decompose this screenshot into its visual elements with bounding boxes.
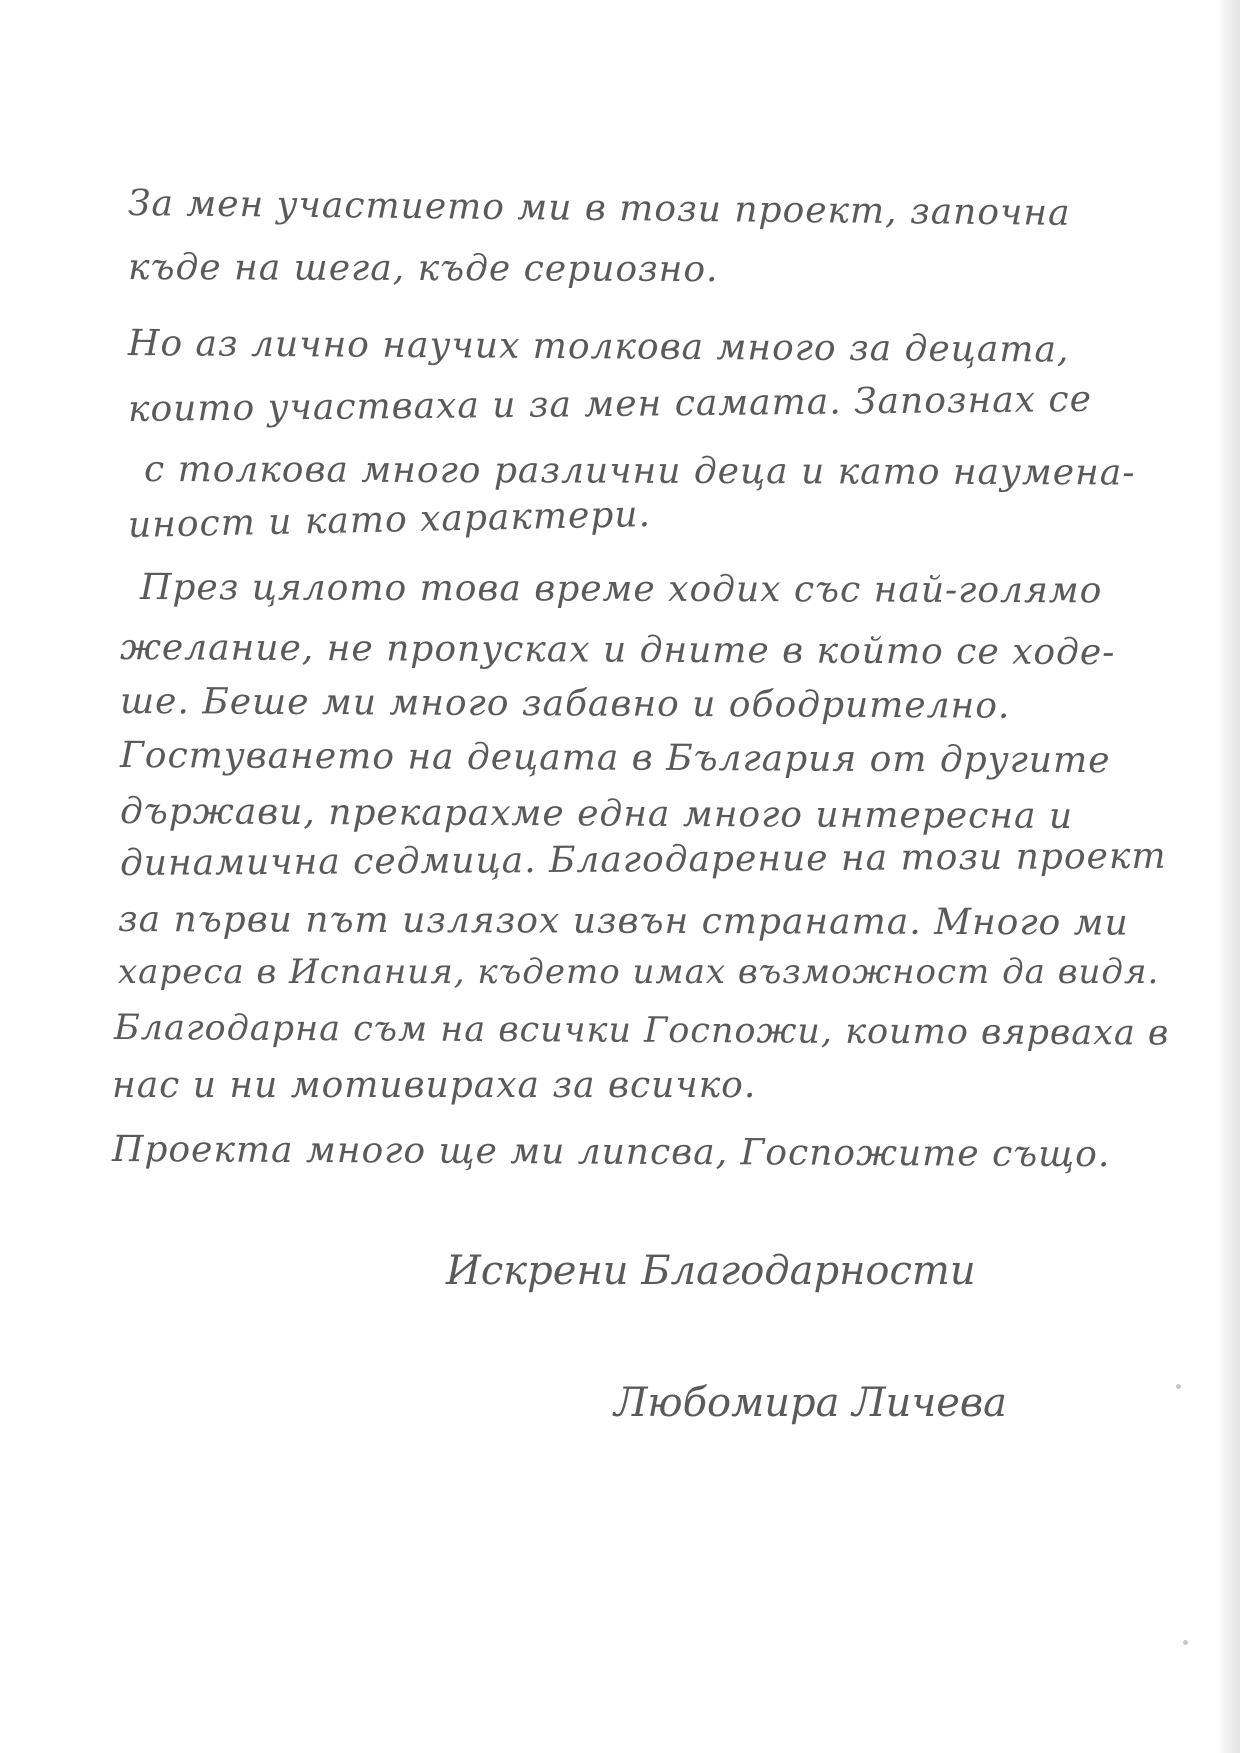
letter-line: Но аз лично научих толкова много за децата, [127,323,1070,371]
letter-line: с толкова много различни деца и като наумена- [143,449,1136,494]
signature: Любомира Личева [614,1380,1008,1426]
letter-line: желание, не пропусках и дните в който се ходе- [119,627,1116,674]
letter-line: динамична седмица. Благодарение на този проект [119,835,1167,884]
letter-line: нас и ни мотивираха за всичко. [112,1065,757,1106]
letter-line: държави, прекарахме една много интересна и [119,791,1074,837]
letter-line: През цялото това време ходих със най-голямо [139,567,1103,612]
letter-line: ше. Беше ми много забавно и ободрително. [119,681,1011,727]
closing-line: Искрени Благодарности [446,1248,976,1294]
letter-line: хареса в Испания, където имах възможност да видя. [118,952,1160,992]
letter-line: иност и като характери. [127,494,652,546]
letter-line: за първи път излязох извън страната. Много ми [117,899,1129,944]
letter-line: Проекта много ще ми липсва, Госпожите също. [111,1129,1111,1176]
letter-line: къде на шега, къде сериозно. [127,247,719,291]
letter-line: Благодарна съм на всички Госпожи, които вярваха в [113,1008,1170,1054]
letter-line: които участваха и за мен самата. Запознах се [127,378,1093,430]
letter-line: За мен участието ми в този проект, започна [127,183,1071,234]
letter-line: Гостуването на децата в България от другите [119,735,1111,782]
